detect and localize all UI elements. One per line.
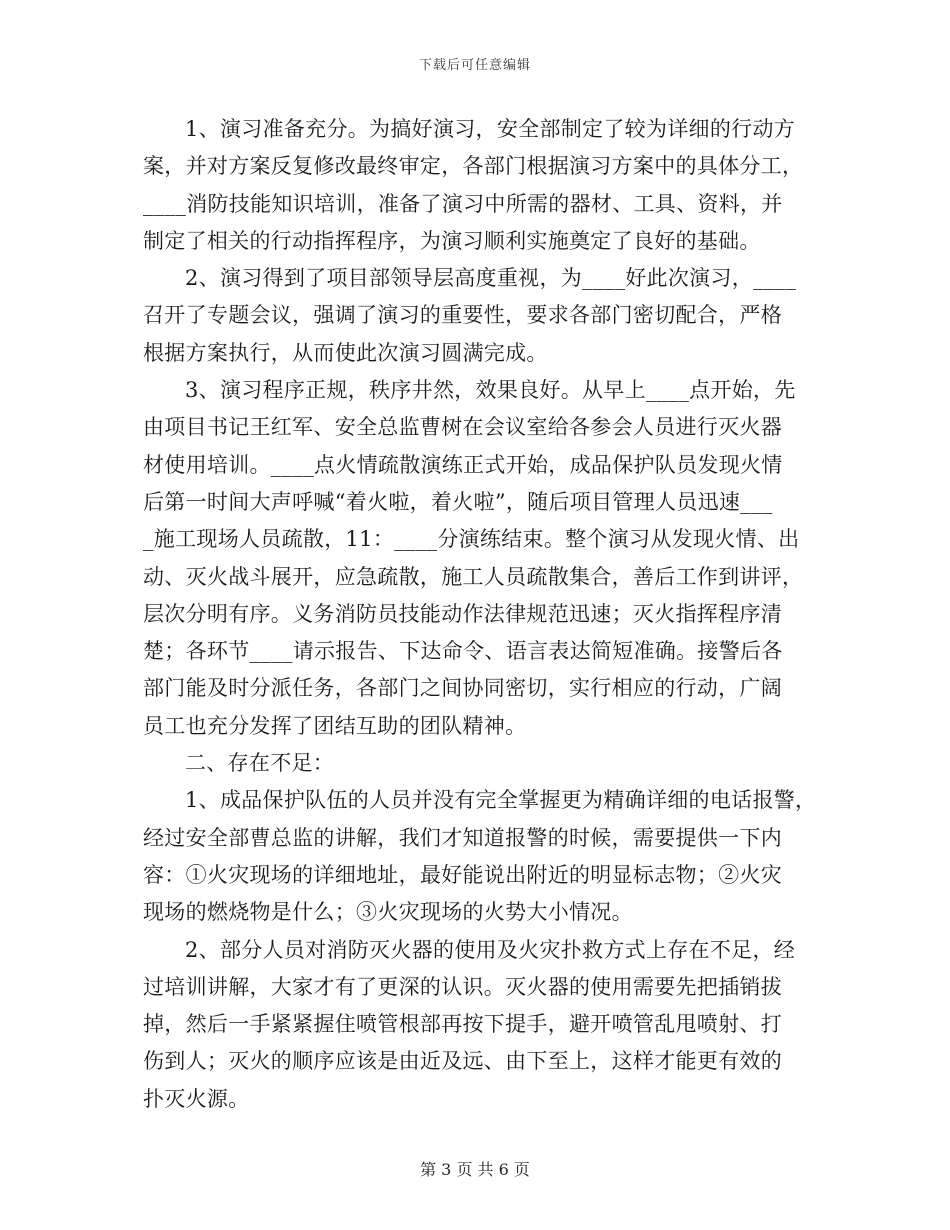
text-line: 掉，然后一手紧紧握住喷管根部再按下提手，避开喷管乱甩喷射、打: [143, 1012, 782, 1037]
text-line: 现场的燃烧物是什么；③火灾现场的火势大小情况。: [143, 900, 633, 925]
text-line: 材使用培训。____点火情疏散演练正式开始，成品保护队员发现火情: [143, 452, 783, 477]
text-line: 3、演习程序正规，秩序井然，效果良好。从早上____点开始，先: [185, 378, 796, 403]
text-line: 2、演习得到了项目部领导层高度重视，为____好此次演习，____: [185, 266, 797, 291]
text-line: 根据方案执行，从而使此次演习圆满完成。: [143, 340, 548, 365]
text-line: 楚；各环节____请示报告、下达命令、语言表达简短准确。接警后各: [143, 639, 783, 664]
text-line: 经过安全部曹总监的讲解，我们才知道报警的时候，需要提供一下内: [143, 825, 782, 850]
text-line: 案，并对方案反复修改最终审定，各部门根据演习方案中的具体分工，: [143, 154, 804, 179]
text-line: 1、演习准备充分。为搞好演习，安全部制定了较为详细的行动方: [185, 117, 796, 141]
page-number: 第 3 页 共 6 页: [420, 1160, 530, 1179]
text-line: 员工也充分发挥了团结互助的团队精神。: [143, 713, 527, 738]
text-line: _施工现场人员疏散，11：____分演练结束。整个演习从发现火情、出: [143, 527, 800, 552]
text-line: 制定了相关的行动指挥程序，为演习顺利实施奠定了良好的基础。: [143, 228, 761, 253]
text-line: 层次分明有序。义务消防员技能动作法律规范迅速；灭火指挥程序清: [143, 601, 782, 626]
text-line: 1、成品保护队伍的人员并没有完全掌握更为精确详细的电话报警，: [185, 788, 817, 813]
text-line: ____消防技能知识培训，准备了演习中所需的器材、工具、资料，并: [143, 191, 783, 216]
text-line: 扑灭火源。: [143, 1086, 250, 1111]
text-line: 过培训讲解，大家才有了更深的认识。灭火器的使用需要先把插销拔: [143, 974, 782, 999]
text-line: 二、存在不足：: [185, 751, 335, 776]
header-note: 下载后可任意编辑: [418, 58, 531, 73]
text-line: 召开了专题会议，强调了演习的重要性，要求各部门密切配合，严格: [143, 303, 782, 328]
document-body: [143, 111, 817, 1118]
text-line: 伤到人；灭火的顺序应该是由近及远、由下至上，这样才能更有效的: [143, 1049, 782, 1074]
text-line: 容：①火灾现场的详细地址，最好能说出附近的明显标志物；②火灾: [143, 862, 782, 887]
text-line: 动、灭火战斗展开，应急疏散，施工人员疏散集合，善后工作到讲评，: [143, 564, 804, 589]
text-line: 部门能及时分派任务，各部门之间协同密切，实行相应的行动，广阔: [143, 676, 782, 701]
text-line: 由项目书记王红军、安全总监曹树在会议室给各参会人员进行灭火器: [143, 415, 782, 440]
text-line: 后第一时间大声呼喊“着火啦，着火啦”，随后项目管理人员迅速___: [143, 489, 773, 514]
text-line: 2、部分人员对消防灭火器的使用及火灾扑救方式上存在不足，经: [185, 937, 796, 962]
